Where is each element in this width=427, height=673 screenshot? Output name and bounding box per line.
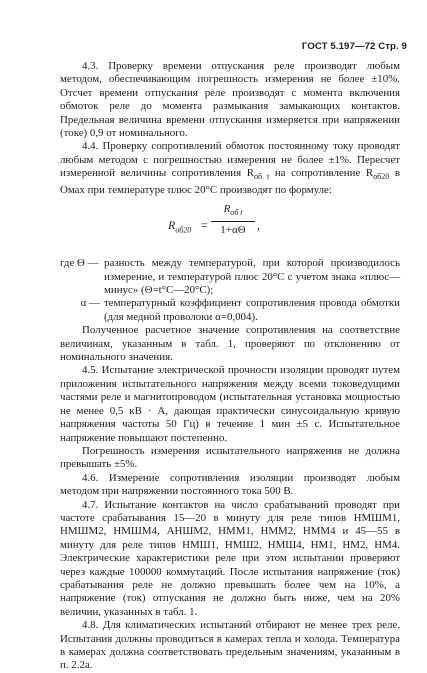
variable-definitions [60, 257, 400, 324]
paragraph-4-6: 4.6. Измерение сопротивления изоляции производят любым методом при напряжении постоянного тока 500 В. [60, 471, 400, 498]
paragraph-4-7: 4.7. Испытание контактов на число срабатываний проводят при частоте срабатывания 15—20 в минуту для реле типов НМШМ1, НМШМ2, НМШМ4, АНШМ2, НММ1, НММ2, НММ4 и 45—55 в минуту для реле типов НМШ1, НМШ2, НМШ4, НМ1, НМ2, НМ4. Электрические характеристики реле при этом испытании проверяют через каждые 100000 коммутаций. После испытания напряжение (ток) срабатывания реле не должно превышать более чем на 10%, а напряжение (ток) отпускания не должно быть ниже, чем на 20% величин, указанных в табл. 1. [60, 498, 400, 618]
document-body [60, 60, 400, 673]
subscript: об20 [373, 172, 390, 182]
paragraph-4-4: 4.4. Проверку сопротивлений обмоток постоянному току проводят любым методом с погрешностью измерения не более ±1%. Пересчет измеренной величины сопротивления $R_{об t}$ на сопротивление $R_{об20}$ в Омах при температуре плюс 20°С производят по формуле: [60, 140, 401, 196]
paragraph-result: Полученное расчетное значение сопротивления на соответствие величинам, указанным в табл. 1, проверяют по отклонению от номинального значения. [60, 324, 400, 364]
formula-comma: , [257, 218, 260, 233]
formula-numerator: $R_{об t}$ [211, 203, 255, 222]
formula-denominator: 1+αΘ [220, 223, 246, 236]
definition-alpha: α — температурный коэффициент сопротивления провода обмотки (для медной проволоки α=0,004). [80, 297, 400, 323]
formula-equals: = [201, 218, 208, 233]
formula-lhs: $R_{об20}$ [168, 218, 192, 235]
paragraph-error: Погрешность измерения испытательного напряжения не должна превышать ±5%. [60, 444, 400, 471]
paragraph-4-3: 4.3. Проверку времени отпускания реле производят любым методом, обеспечивающим погрешность измерения не более ±10%. Отсчет времени отпускания реле производят с момента включения обмоток реле до момента размыкания замыкающих контактов. Предельная величина времени отпускания измеряется при напряжении (токе) 0,9 от номинального. [60, 60, 400, 140]
formula-fraction [211, 203, 255, 237]
definition-theta: где Θ — разность между температурой, при которой производилось измерение, и температурой плюс 20°С с учетом знака «плюс—минус» (Θ=t°С—20°С); [60, 257, 400, 297]
paragraph-4-8: 4.8. Для климатических испытаний отбирают не менее трех реле. Испытания должны проводиться в камерах тепла и холода. Температура в камерах должна соответствовать предельным значениям, указанным в п. 2.2а. [60, 619, 400, 672]
page-header: ГОСТ 5.197—72 Стр. 9 [301, 41, 407, 52]
resistance-formula [60, 197, 400, 257]
subscript: об t [254, 172, 270, 182]
paragraph-4-5: 4.5. Испытание электрической прочности изоляции проводят путем приложения испытательного напряжения между всеми токоведущими частями реле и магнитопроводом (испытательная установка мощностью не менее 0,5 кВ · А, дающая практически синусоидальную кривую напряжения частоты 50 Гц) в течение 1 мин ±5 с. Испытательное напряжение повышают постепенно. [60, 364, 400, 444]
